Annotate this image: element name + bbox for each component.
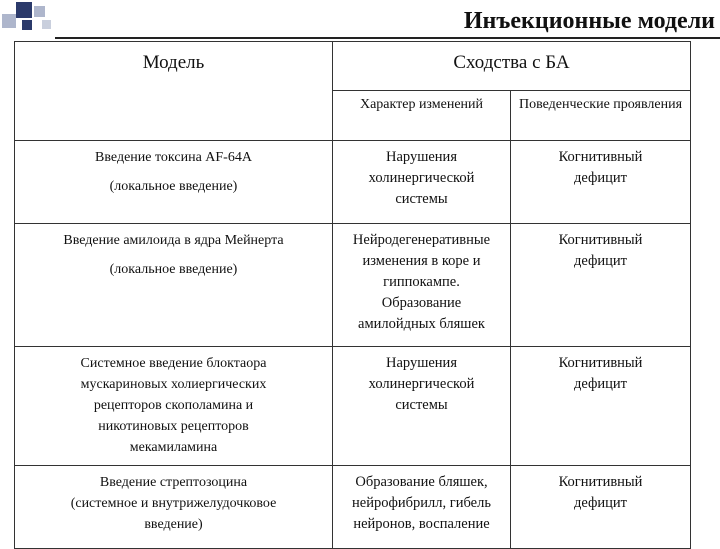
nature-line: Нарушения: [385, 355, 457, 371]
behavior-line: Когнитивный: [558, 474, 643, 490]
nature-cell: [333, 141, 511, 224]
nature-line: холинергической: [368, 170, 475, 186]
header-behavior: [511, 91, 691, 141]
behavior-line: Когнитивный: [558, 232, 643, 248]
models-table: [14, 41, 691, 549]
model-cell: [15, 466, 333, 549]
nature-cell: [333, 347, 511, 466]
behavior-cell: [511, 466, 691, 549]
behavior-line: дефицит: [573, 376, 627, 392]
behavior-line: Когнитивный: [558, 149, 643, 165]
nature-line: Нейродегенеративные: [352, 232, 491, 248]
behavior-line: дефицит: [573, 495, 627, 511]
header-behavior-text: Поведенческие проявления: [518, 97, 683, 112]
model-line: никотиновых рецепторов: [98, 419, 249, 434]
nature-line: амилойдных бляшек: [358, 316, 485, 332]
model-line: Введение стрептозоцина: [99, 475, 248, 490]
model-cell: [15, 224, 333, 347]
square-dark-1: [16, 2, 32, 18]
model-line: Введение токсина AF-64A: [95, 150, 252, 165]
nature-line: Образование бляшек,: [355, 474, 488, 490]
table-row: [15, 141, 691, 224]
square-dark-2: [22, 20, 32, 30]
behavior-cell: [511, 347, 691, 466]
nature-line: системы: [395, 191, 448, 207]
square-light-2: [2, 14, 16, 28]
nature-line: Образование: [381, 295, 462, 311]
table-row: [15, 224, 691, 347]
header-model: Модель: [15, 42, 333, 141]
model-line: Введение амилоида в ядра Мейнерта: [63, 233, 284, 248]
model-cell: [15, 347, 333, 466]
model-line: мекамиламина: [129, 440, 218, 455]
model-line: (локальное введение): [109, 262, 238, 277]
nature-cell: [333, 224, 511, 347]
slide-title: Инъекционные модели: [463, 8, 715, 34]
nature-cell: [333, 466, 511, 549]
model-line: (системное и внутрижелудочковое: [70, 496, 277, 511]
nature-line: холинергической: [368, 376, 475, 392]
square-light-1: [34, 6, 45, 17]
header-nature: [333, 91, 511, 141]
nature-line: нейрофибрилл, гибель: [352, 495, 491, 511]
header-row-1: [15, 42, 691, 91]
behavior-cell: [511, 224, 691, 347]
model-line: рецепторов скополамина и: [93, 398, 254, 413]
table-row: [15, 466, 691, 549]
nature-line: нейронов, воспаление: [353, 516, 490, 532]
nature-line: изменения в коре и: [362, 253, 481, 269]
nature-line: системы: [395, 397, 448, 413]
header-nature-text: Характер изменений: [359, 97, 484, 112]
model-cell: [15, 141, 333, 224]
model-line: (локальное введение): [109, 179, 238, 194]
nature-line: гиппокампе.: [383, 274, 460, 290]
model-line: мускариновых холиергических: [80, 377, 267, 392]
behavior-line: Когнитивный: [558, 355, 643, 371]
model-line: Системное введение блоктаора: [80, 356, 267, 371]
header-similarity: Сходства с БА: [333, 42, 691, 91]
model-line: введение): [144, 517, 203, 532]
behavior-line: дефицит: [573, 253, 627, 269]
square-light-3: [42, 20, 51, 29]
nature-line: Нарушения: [385, 149, 457, 165]
table-row: [15, 347, 691, 466]
behavior-line: дефицит: [573, 170, 627, 186]
title-underline: [55, 37, 720, 39]
behavior-cell: [511, 141, 691, 224]
